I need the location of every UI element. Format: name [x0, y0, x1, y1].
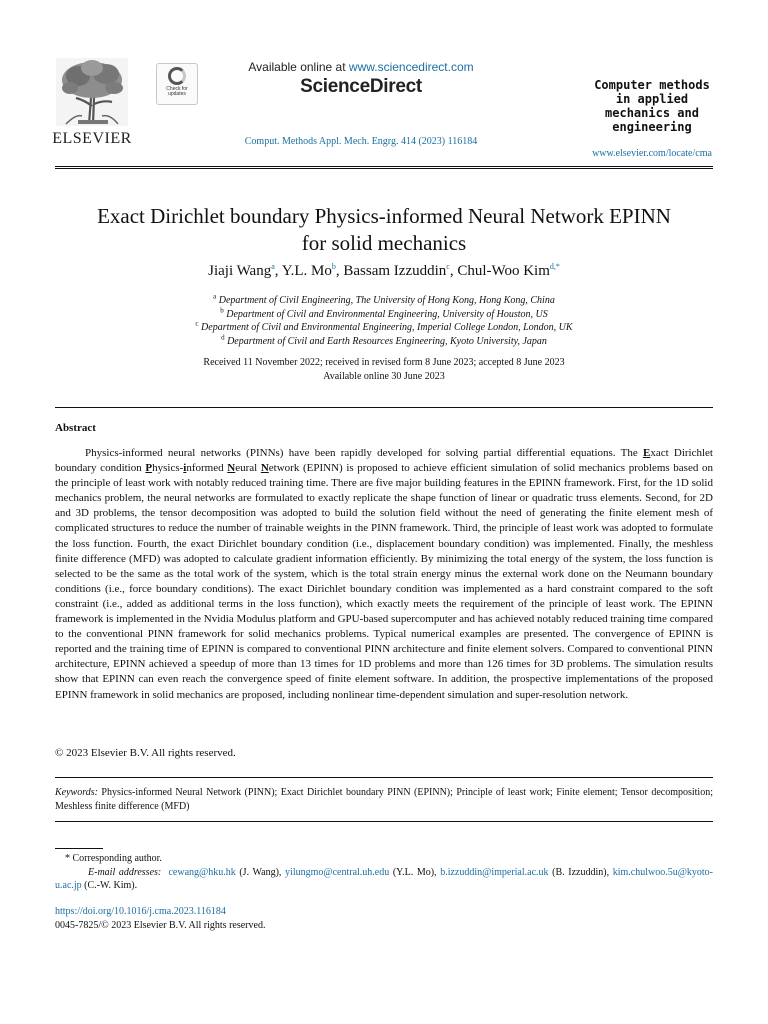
- keywords-label: Keywords:: [55, 787, 98, 798]
- sciencedirect-link[interactable]: www.sciencedirect.com: [348, 60, 474, 74]
- author-name[interactable]: Y.L. Mo: [281, 263, 332, 279]
- author-separator: ,: [449, 263, 458, 279]
- publisher-name: ELSEVIER: [52, 130, 132, 147]
- author-name[interactable]: Jiaji Wang: [208, 263, 272, 279]
- affiliation-text: Department of Civil and Environmental Engineering, University of Houston, US: [226, 308, 548, 320]
- journal-url-link[interactable]: www.elsevier.com/locate/cma: [592, 148, 712, 159]
- abstract-text: etwork (EPINN) is proposed to achieve efficient simulation of solid mechanics problems based on the principle of least work with notably reduced training time. There are five major building features in the EPINN framework. First, for the 1D solid mechanics problem, the neural networks are formulated to exactly replicate the shape function of linear or quadratic truss elements. Second, for 2D and 3D problems, the tensor decomposition was adopted to build the solution field without the need of generating the finite element mesh of complicated structures to reduce the number of trainable weights in the PINN framework. Third, the principle of least work was adopted to formulate the loss function. Fourth, the exact Dirichlet boundary condition (i.e., displacement boundary condition) was implemented. Finally, the meshless finite difference (MFD) was adopted to calculate gradient information efficiently. By minimizing the total energy of the system, the loss function is selected to be the same as the total work of the system, which is the total strain energy minus the external work done on the Neumann boundary conditions (i.e., force boundary conditions). The exact Dirichlet boundary condition was implemented as a hard constraint compared to the soft constraint (i.e., added as additional terms in the loss function), which exactly meets the requirement of the principle of least work. The EPINN framework is implemented in the Nvidia Modulus platform and GPU-based supercomputer and has achieved notably reduced training time compared to the conventional PINN framework for solid mechanics problems. Typical numerical examples are presented. The convergence of EPINN is reported and the training time of EPINN is compared to conventional PINN architecture and finite element solvers. Compared to conventional PINN architecture, EPINN achieved a speedup of more than 13 times for 1D problems and more than 126 times for 3D problems. The simulation results show that EPINN can even reach the convergence speed of finite element software. In addition, the prospective implementations of the proposed EPINN framework in solid mechanics are proposed, including nonlinear time-dependent simulation and super-resolution network.: [55, 462, 713, 701]
- affiliation-sup: d: [221, 333, 225, 342]
- author-name[interactable]: Bassam Izzuddin: [343, 263, 447, 279]
- title-line: for solid mechanics: [301, 231, 467, 255]
- journal-title-line: mechanics and: [605, 106, 699, 120]
- keywords-top-rule: [55, 777, 713, 778]
- acronym-letter: i: [183, 462, 187, 475]
- affiliation-item: [40, 308, 728, 322]
- acronym-letter: P: [145, 462, 153, 475]
- refresh-icon: [168, 67, 186, 85]
- corresponding-author-marker[interactable]: *: [555, 262, 560, 271]
- email-owner: (Y.L. Mo),: [389, 866, 441, 878]
- author-separator: ,: [335, 263, 344, 279]
- email-link[interactable]: yilungmo@central.uh.edu: [285, 866, 390, 878]
- journal-title-line: engineering: [612, 120, 692, 134]
- keywords-text: Physics-informed Neural Network (PINN); Exact Dirichlet boundary PINN (EPINN); Principle of least work; Finite element; Tensor decomposition; Meshless finite difference (MFD): [55, 787, 713, 812]
- footnote-rule: [55, 848, 103, 849]
- header-divider: [55, 166, 713, 169]
- abstract-text: eural: [235, 462, 261, 475]
- abstract-text: xact Dirichlet boundary condition: [55, 447, 713, 475]
- email-owner: (B. Izzuddin),: [548, 866, 613, 878]
- abstract-text: Physics-informed neural networks (PINNs) have been rapidly developed for solving partial differential equations. The: [85, 447, 643, 459]
- acronym-letter: N: [260, 462, 269, 475]
- available-online-line: [200, 60, 522, 74]
- affiliation-marker[interactable]: a: [271, 262, 275, 271]
- article-title: [40, 203, 728, 257]
- doi-link[interactable]: https://doi.org/10.1016/j.cma.2023.116184: [55, 906, 226, 917]
- affiliation-text: Department of Civil and Environmental Engineering, Imperial College London, London, UK: [201, 322, 573, 333]
- issn-copyright: 0045-7825/© 2023 Elsevier B.V. All rights reserved.: [55, 920, 266, 931]
- affiliation-sup: c: [195, 319, 199, 328]
- affiliation-sup: a: [213, 292, 217, 301]
- elsevier-logo[interactable]: [50, 58, 134, 150]
- email-link[interactable]: b.izzuddin@imperial.ac.uk: [440, 866, 549, 878]
- affiliation-list: [40, 294, 728, 348]
- email-link[interactable]: cewang@hku.hk: [168, 866, 236, 878]
- affiliation-marker[interactable]: b: [331, 262, 336, 271]
- available-online-date: Available online 30 June 2023: [323, 370, 445, 382]
- abstract-heading: Abstract: [55, 422, 96, 434]
- email-addresses: [55, 866, 713, 893]
- keywords-bottom-rule: [55, 821, 713, 822]
- journal-title-line: in applied: [615, 92, 689, 106]
- abstract-body: [55, 446, 713, 703]
- corresponding-mark: *: [65, 853, 70, 864]
- corresponding-author-note: [55, 852, 713, 866]
- affiliation-item: [40, 335, 728, 349]
- check-updates-label: Check for updates: [166, 86, 188, 97]
- email-link[interactable]: kim.chulwoo.5u@kyoto-u.ac.jp: [55, 866, 714, 891]
- affiliation-item: [40, 321, 728, 335]
- abstract-text: hysics-: [152, 462, 184, 475]
- sciencedirect-brand: ScienceDirect: [300, 76, 422, 97]
- footnotes: [55, 852, 713, 893]
- available-prefix: Available online at: [248, 60, 349, 74]
- corresponding-text: Corresponding author.: [72, 853, 162, 864]
- abstract-top-rule: [55, 407, 713, 408]
- affiliation-sup: b: [220, 306, 224, 315]
- journal-citation[interactable]: Comput. Methods Appl. Mech. Engrg. 414 (2023) 116184: [244, 136, 478, 147]
- email-owner: (J. Wang),: [235, 866, 286, 878]
- title-line: Exact Dirichlet boundary Physics-informed Neural Network EPINN: [97, 204, 671, 228]
- keywords: [55, 786, 713, 813]
- journal-header: [0, 0, 768, 170]
- author-name[interactable]: Chul-Woo Kim: [457, 263, 550, 279]
- author-list: [40, 263, 728, 280]
- journal-title-line: Computer methods: [594, 78, 710, 92]
- article-history: [40, 356, 728, 383]
- email-label: E-mail addresses:: [88, 866, 162, 878]
- received-dates: Received 11 November 2022; received in revised form 8 June 2023; accepted 8 June 2023: [203, 357, 565, 368]
- copyright-notice: © 2023 Elsevier B.V. All rights reserved.: [55, 747, 236, 759]
- affiliation-marker[interactable]: c: [446, 262, 450, 271]
- acronym-letter: E: [642, 447, 651, 459]
- acronym-letter: N: [227, 462, 236, 475]
- affiliation-text: Department of Civil Engineering, The University of Hong Kong, Hong Kong, China: [218, 295, 555, 306]
- journal-title: [562, 78, 742, 134]
- check-for-updates-badge[interactable]: [156, 63, 198, 105]
- affiliation-marker[interactable]: d,: [549, 262, 556, 271]
- affiliation-text: Department of Civil and Earth Resources Engineering, Kyoto University, Japan: [227, 335, 547, 347]
- abstract-text: nformed: [186, 462, 228, 475]
- elsevier-tree-icon: [56, 58, 128, 126]
- author-separator: ,: [274, 263, 282, 279]
- email-owner: (C.-W. Kim).: [81, 880, 138, 891]
- affiliation-item: [40, 294, 728, 308]
